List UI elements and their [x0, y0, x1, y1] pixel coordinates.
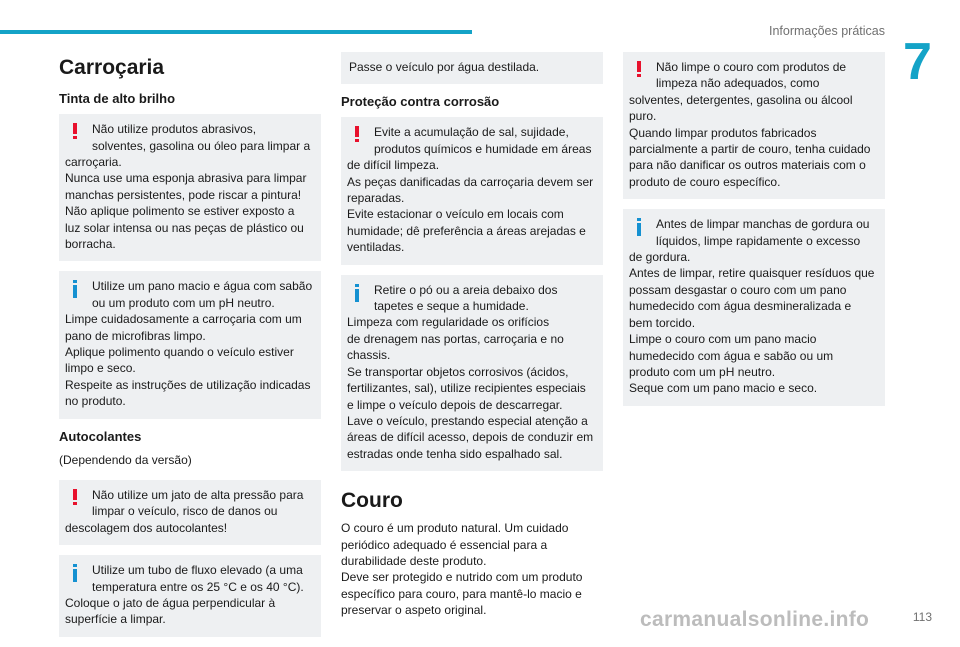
warning-text-lead: Não utilize um jato de alta pressão para limpar o veículo, risco de danos ou — [92, 488, 304, 519]
info-icon — [73, 564, 77, 582]
column-2 — [341, 52, 603, 631]
info-box — [623, 209, 885, 405]
version-note: (Dependendo da versão) — [59, 452, 192, 467]
info-text-lead: Utilize um pano macio e água com sabão ou um produto com um pH neutro. — [92, 279, 313, 310]
info-text: Limpe cuidadosamente a carroçaria com um pano de microfibras limpo. Aplique polimento quando o veículo estiver limpo e seco. Respeite as instruções de utilização indicadas no produto. — [65, 312, 311, 409]
info-text-lead: Utilize um tubo de fluxo elevado (a uma temperatura entre os 25 °C e os 40 °C). — [92, 563, 304, 594]
info-text: Coloque o jato de água perpendicular à superfície a limpar. — [65, 596, 276, 627]
chapter-number: 7 — [903, 33, 932, 91]
info-box — [341, 275, 603, 471]
column-3 — [623, 52, 885, 416]
info-text: Limpeza com regularidade os orifícios de drenagem nas portas, carroçaria e no chassis. Se transportar objetos corrosivos (ácidos, fertilizantes, sal), utilize recipientes especiais e limpe o veículo depois de descarregar. Lave o veículo, prestando especial atenção a áreas de difícil acesso, depois de conduzir em estradas onde tenha sido espalhado sal. — [347, 315, 594, 461]
subheading-corrosao: Proteção contra corrosão — [341, 94, 500, 110]
info-icon — [73, 280, 77, 298]
column-1 — [59, 52, 321, 647]
warning-text: descolagem dos autocolantes! — [65, 520, 228, 535]
warning-icon — [73, 489, 77, 504]
section-heading-couro: Couro — [341, 489, 403, 513]
continuation-box — [341, 52, 603, 84]
warning-box — [341, 117, 603, 264]
subheading-tinta: Tinta de alto brilho — [59, 91, 176, 107]
warning-icon — [355, 126, 359, 141]
warning-box — [59, 114, 321, 261]
page-number: 113 — [912, 610, 932, 624]
info-icon — [637, 218, 641, 236]
warning-icon — [73, 123, 77, 138]
warning-text-lead: Evite a acumulação de sal, sujidade, produtos químicos e humidade em áreas — [374, 125, 592, 156]
warning-text-lead: Não utilize produtos abrasivos, solventes, gasolina ou óleo para limpar a — [92, 122, 311, 153]
info-text-lead: Retire o pó ou a areia debaixo dos tapetes e seque a humidade. — [374, 282, 558, 314]
warning-text: de difícil limpeza. As peças danificadas da carroçaria devem ser reparadas. Evite estacionar o veículo em locais com humidade; dê preferência a áreas arejadas e ventiladas. — [347, 158, 594, 255]
watermark: carmanualsonline.info — [640, 608, 870, 631]
warning-text: solventes, detergentes, gasolina ou álcool puro. Quando limpar produtos fabricados parcialmente a partir de couro, tenha cuidado para não danificar os outros materiais com o produto de couro específico. — [629, 92, 871, 189]
warning-text-lead: Não limpe o couro com produtos de limpeza não adequados, como — [656, 60, 847, 91]
subheading-autocolantes: Autocolantes — [59, 428, 142, 444]
info-icon — [355, 284, 359, 302]
info-text: de gordura. Antes de limpar, retire quaisquer resíduos que possam desgastar o couro com um pano humedecido com água desmineralizada e bem torcido. Limpe o couro com um pano macio humedecido com água e sabão ou um produto com um pH neutro. Seque com um pano macio e seco. — [629, 250, 875, 396]
info-box — [59, 271, 321, 418]
warning-box — [623, 52, 885, 199]
section-heading-carrocaria: Carroçaria — [59, 56, 165, 79]
warning-text: carroçaria. Nunca use uma esponja abrasiva para limpar manchas persistentes, pode riscar a pintura! Não aplique polimento se estiver exposto a luz solar intensa ou nas peças de plástico ou borracha. — [65, 154, 307, 251]
info-box — [59, 555, 321, 637]
info-text-lead: Antes de limpar manchas de gordura ou líquidos, limpe rapidamente o excesso — [656, 217, 870, 248]
header-accent-bar — [0, 30, 472, 34]
continuation-text: Passe o veículo por água destilada. — [349, 60, 540, 74]
section-title: Informações práticas — [768, 24, 885, 38]
couro-paragraph: O couro é um produto natural. Um cuidado periódico adequado é essencial para a durabilidade deste produto. Deve ser protegido e nutrido com um produto específico para couro, para mantê-lo macio e preservar o aspeto original. — [341, 521, 583, 618]
warning-box — [59, 480, 321, 545]
warning-icon — [637, 61, 641, 76]
